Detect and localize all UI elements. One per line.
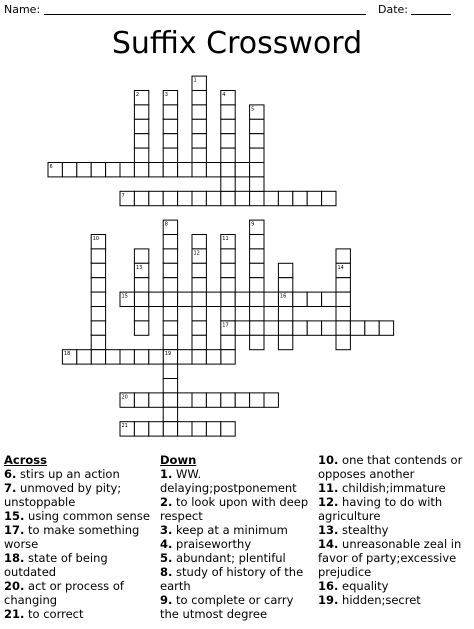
grid-cell[interactable] [221, 263, 235, 277]
grid-cell[interactable] [264, 321, 278, 335]
grid-cell[interactable] [163, 134, 177, 148]
clue-number: 19. [318, 593, 339, 607]
grid-cell[interactable] [221, 278, 235, 292]
grid-cell[interactable] [192, 335, 206, 349]
grid-cell[interactable] [192, 292, 206, 306]
grid-cell[interactable] [278, 335, 292, 349]
grid-cell[interactable] [91, 292, 105, 306]
grid-cell[interactable] [106, 350, 120, 364]
clue-item [4, 523, 154, 551]
grid-cell[interactable] [336, 249, 350, 263]
grid-cell[interactable] [91, 307, 105, 321]
grid-cell[interactable] [163, 393, 177, 407]
grid-cell[interactable] [221, 134, 235, 148]
grid-cell[interactable] [134, 422, 148, 436]
cell-number: 11 [222, 236, 229, 242]
grid-cell[interactable] [250, 393, 264, 407]
grid-cell[interactable] [91, 263, 105, 277]
grid-cell[interactable] [192, 393, 206, 407]
grid-cell[interactable] [307, 191, 321, 205]
grid-cell[interactable] [206, 422, 220, 436]
grid-cell[interactable] [221, 105, 235, 119]
clue-number: 11. [318, 481, 339, 495]
cell-number: 13 [135, 264, 143, 271]
grid-cell[interactable] [221, 335, 235, 349]
clue-number: 7. [4, 481, 17, 495]
clue-item [318, 523, 468, 537]
grid-cell[interactable] [91, 249, 105, 263]
clue-text: abundant; plentiful [172, 551, 286, 565]
clue-text: state of being outdated [4, 551, 108, 579]
clue-item [4, 467, 154, 481]
cell-number: 18 [63, 351, 71, 358]
grid-cell[interactable] [192, 148, 206, 162]
grid-cell[interactable] [336, 321, 350, 335]
grid-cell[interactable] [250, 263, 264, 277]
clue-item [4, 607, 154, 621]
grid-cell[interactable] [178, 350, 192, 364]
grid-cell[interactable] [250, 119, 264, 133]
clue-text: WW. delaying;postponement [160, 467, 297, 495]
clue-number: 12. [318, 495, 339, 509]
clue-number: 4. [160, 537, 173, 551]
grid-cell[interactable] [206, 350, 220, 364]
grid-cell[interactable] [336, 278, 350, 292]
clue-number: 16. [318, 579, 339, 593]
grid-cell[interactable] [307, 292, 321, 306]
grid-cell[interactable] [278, 191, 292, 205]
grid-cell[interactable] [178, 422, 192, 436]
clue-text: to look upon with deep respect [160, 495, 309, 523]
cell-number: 4 [222, 92, 226, 98]
grid-cell[interactable] [163, 307, 177, 321]
grid-cell[interactable] [192, 105, 206, 119]
clue-number: 18. [4, 551, 25, 565]
across-heading: Across [4, 453, 47, 467]
clue-text: having to do with agriculture [318, 495, 443, 523]
grid-cell[interactable] [336, 335, 350, 349]
grid-cell[interactable] [192, 134, 206, 148]
clue-item [160, 467, 310, 495]
grid-cell[interactable] [192, 235, 206, 249]
clue-text: hidden;secret [338, 593, 421, 607]
grid-cell[interactable] [178, 393, 192, 407]
grid-cell[interactable] [250, 335, 264, 349]
grid-cell[interactable] [163, 148, 177, 162]
grid-cell[interactable] [134, 163, 148, 177]
clue-number: 14. [318, 537, 339, 551]
grid-cell[interactable] [264, 191, 278, 205]
grid-cell[interactable] [250, 321, 264, 335]
grid-cell[interactable] [163, 163, 177, 177]
grid-cell[interactable] [163, 278, 177, 292]
grid-cell[interactable] [206, 191, 220, 205]
cell-number: 5 [251, 106, 255, 113]
clue-item [160, 537, 310, 551]
grid-cell[interactable] [350, 321, 364, 335]
cell-number: 8 [164, 221, 168, 228]
cell-number: 7 [121, 192, 125, 199]
grid-cell[interactable] [293, 191, 307, 205]
grid-cell[interactable] [278, 278, 292, 292]
grid-cell[interactable] [192, 278, 206, 292]
grid-cell[interactable] [192, 263, 206, 277]
clue-item [4, 481, 154, 509]
cell-number: 14 [337, 264, 344, 271]
grid-cell[interactable] [134, 292, 148, 306]
grid-cell[interactable] [149, 292, 163, 306]
cell-number: 1 [193, 77, 197, 84]
grid-cell[interactable] [221, 350, 235, 364]
grid-cell[interactable] [163, 335, 177, 349]
grid-cell[interactable] [62, 163, 76, 177]
clue-text: using common sense [24, 509, 150, 523]
clue-number: 10. [318, 453, 339, 467]
grid-cell[interactable] [250, 307, 264, 321]
clue-text: to make something worse [4, 523, 140, 551]
grid-cell[interactable] [163, 263, 177, 277]
clue-number: 5. [160, 551, 173, 565]
clue-item [4, 509, 154, 523]
grid-cell[interactable] [163, 105, 177, 119]
grid-cell[interactable] [206, 292, 220, 306]
cell-number: 15 [121, 293, 128, 300]
cell-number: 16 [279, 293, 287, 300]
cell-number: 6 [49, 164, 53, 170]
clue-text: childish;immature [338, 481, 446, 495]
date-label: Date: [378, 3, 408, 16]
down-clues [160, 453, 310, 621]
grid-cell[interactable] [250, 278, 264, 292]
grid-cell[interactable] [250, 163, 264, 177]
grid-cell[interactable] [134, 191, 148, 205]
clue-number: 21. [4, 607, 25, 621]
name-label: Name: [4, 3, 41, 16]
clue-number: 8. [160, 565, 173, 579]
grid-cell[interactable] [192, 119, 206, 133]
grid-cell[interactable] [134, 393, 148, 407]
clue-number: 13. [318, 523, 339, 537]
clue-item [4, 551, 154, 579]
grid-cell[interactable] [149, 191, 163, 205]
grid-cell[interactable] [250, 191, 264, 205]
grid-cell[interactable] [77, 350, 91, 364]
clue-text: one that contends or opposes another [318, 453, 463, 481]
cell-number: 9 [251, 221, 255, 228]
grid-cell[interactable] [264, 292, 278, 306]
grid-cell[interactable] [192, 321, 206, 335]
clue-item [318, 453, 468, 481]
clue-text: keep at a minimum [172, 523, 288, 537]
grid-cell[interactable] [192, 350, 206, 364]
grid-cell[interactable] [163, 407, 177, 421]
grid-cell[interactable] [178, 191, 192, 205]
grid-cell[interactable] [206, 163, 220, 177]
grid-cell[interactable] [91, 163, 105, 177]
grid-cell[interactable] [293, 321, 307, 335]
grid-cell[interactable] [163, 364, 177, 378]
grid-cell[interactable] [221, 148, 235, 162]
grid-cell[interactable] [163, 235, 177, 249]
grid-cell[interactable] [322, 321, 336, 335]
grid-cell[interactable] [235, 163, 249, 177]
grid-cell[interactable] [192, 422, 206, 436]
clue-item [4, 579, 154, 607]
grid-cell[interactable] [134, 148, 148, 162]
clue-number: 20. [4, 579, 25, 593]
grid-cell[interactable] [91, 350, 105, 364]
clue-number: 1. [160, 467, 173, 481]
down-clues-continued [318, 453, 468, 607]
grid-cell[interactable] [134, 105, 148, 119]
grid-cell[interactable] [250, 148, 264, 162]
grid-cell[interactable] [379, 321, 393, 335]
grid-cell[interactable] [134, 134, 148, 148]
cell-number: 10 [92, 236, 100, 242]
grid-cell[interactable] [134, 278, 148, 292]
grid-cell[interactable] [235, 292, 249, 306]
grid-cell[interactable] [221, 177, 235, 191]
clue-text: unmoved by pity; unstoppable [4, 481, 122, 509]
clue-item [160, 551, 310, 565]
grid-cell[interactable] [149, 350, 163, 364]
grid-cell[interactable] [278, 321, 292, 335]
clue-number: 9. [160, 593, 173, 607]
clue-item [318, 495, 468, 523]
grid-cell[interactable] [134, 119, 148, 133]
clue-text: praiseworthy [172, 537, 252, 551]
clue-item [318, 579, 468, 593]
grid-cell[interactable] [322, 292, 336, 306]
grid-cell[interactable] [221, 119, 235, 133]
grid-cell[interactable] [192, 163, 206, 177]
grid-cell[interactable] [250, 235, 264, 249]
clue-text: stealthy [338, 523, 389, 537]
clue-item [318, 593, 468, 607]
grid-cell[interactable] [91, 321, 105, 335]
clue-number: 15. [4, 509, 25, 523]
grid-cell[interactable] [163, 249, 177, 263]
clue-text: equality [338, 579, 389, 593]
clue-item [318, 481, 468, 495]
cell-number: 21 [121, 423, 128, 430]
clue-text: act or process of changing [4, 579, 124, 607]
grid-cell[interactable] [134, 249, 148, 263]
grid-cell[interactable] [278, 307, 292, 321]
grid-cell[interactable] [120, 163, 134, 177]
clue-item [318, 537, 468, 579]
grid-cell[interactable] [221, 191, 235, 205]
clue-item [160, 593, 310, 621]
clue-text: stirs up an action [16, 467, 120, 481]
clue-number: 2. [160, 495, 173, 509]
grid-cell[interactable] [250, 177, 264, 191]
grid-cell[interactable] [250, 249, 264, 263]
cell-number: 19 [164, 351, 172, 358]
grid-cell[interactable] [221, 163, 235, 177]
cell-number: 12 [193, 250, 200, 257]
grid-cell[interactable] [221, 307, 235, 321]
grid-cell[interactable] [163, 321, 177, 335]
grid-cell[interactable] [91, 335, 105, 349]
cell-number: 3 [164, 92, 168, 98]
grid-cell[interactable] [250, 134, 264, 148]
grid-cell[interactable] [322, 191, 336, 205]
grid-cell[interactable] [278, 263, 292, 277]
clue-text: to complete or carry the utmost degree [160, 593, 294, 621]
grid-cell[interactable] [163, 191, 177, 205]
grid-cell[interactable] [235, 191, 249, 205]
clue-number: 17. [4, 523, 25, 537]
grid-cell[interactable] [264, 393, 278, 407]
down-heading: Down [160, 453, 197, 467]
grid-cell[interactable] [221, 393, 235, 407]
grid-cell[interactable] [221, 249, 235, 263]
grid-cell[interactable] [120, 350, 134, 364]
grid-cell[interactable] [134, 350, 148, 364]
grid-cell[interactable] [163, 379, 177, 393]
grid-cell[interactable] [163, 119, 177, 133]
clue-number: 6. [4, 467, 17, 481]
page-title: Suffix Crossword [111, 26, 363, 61]
grid-cell[interactable] [134, 321, 148, 335]
grid-cell[interactable] [307, 321, 321, 335]
clue-number: 3. [160, 523, 173, 537]
grid-cell[interactable] [192, 91, 206, 105]
grid-cell[interactable] [221, 422, 235, 436]
across-clues [4, 453, 154, 621]
grid-cell[interactable] [163, 422, 177, 436]
grid-cell[interactable] [206, 393, 220, 407]
grid-cell[interactable] [221, 292, 235, 306]
cell-number: 2 [135, 92, 140, 98]
grid-cell[interactable] [91, 278, 105, 292]
grid-cell[interactable] [235, 393, 249, 407]
cell-number: 17 [222, 322, 229, 329]
grid-cell[interactable] [192, 307, 206, 321]
grid-cell[interactable] [77, 163, 91, 177]
grid-cell[interactable] [235, 321, 249, 335]
grid-cell[interactable] [178, 292, 192, 306]
clue-item [160, 495, 310, 523]
grid-cell[interactable] [149, 422, 163, 436]
grid-cell[interactable] [336, 307, 350, 321]
grid-cell[interactable] [365, 321, 379, 335]
clue-text: unreasonable zeal in favor of party;excessive prejudice [318, 537, 462, 579]
clue-text: to correct [24, 607, 84, 621]
clue-item [160, 523, 310, 537]
grid-cell[interactable] [163, 292, 177, 306]
grid-cell[interactable] [250, 292, 264, 306]
grid-cell[interactable] [336, 292, 350, 306]
grid-cell[interactable] [192, 191, 206, 205]
cell-number: 20 [121, 394, 128, 401]
clue-text: study of history of the earth [160, 565, 304, 593]
grid-cell[interactable] [293, 292, 307, 306]
grid-cell[interactable] [178, 163, 192, 177]
clue-item [160, 565, 310, 593]
grid-cell[interactable] [149, 393, 163, 407]
grid-cell[interactable] [134, 307, 148, 321]
grid-cell[interactable] [106, 163, 120, 177]
grid-cell[interactable] [149, 163, 163, 177]
